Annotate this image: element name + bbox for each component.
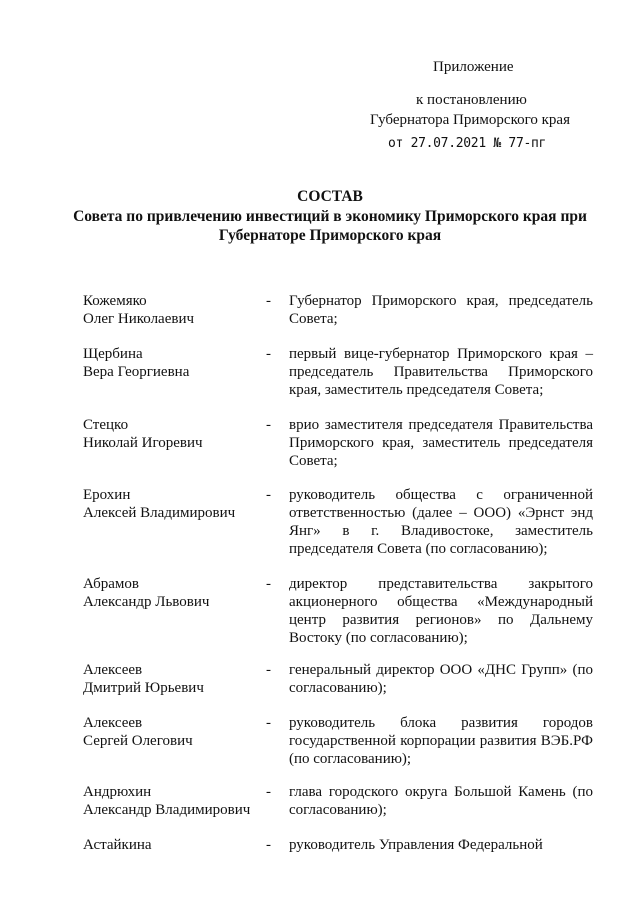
member-given-name: Сергей Олегович [83, 733, 193, 749]
member-role: Губернатор Приморского края, председатель Совета; [289, 293, 593, 327]
member-dash: - [266, 662, 271, 678]
member-surname: Андрюхин [83, 784, 152, 800]
member-surname: Астайкина [83, 837, 152, 853]
member-given-name: Николай Игоревич [83, 435, 203, 451]
member-role: первый вице-губернатор Приморского края – председатель Правительства Приморского края, заместитель председателя Совета; [289, 346, 593, 398]
member-dash: - [266, 346, 271, 362]
member-name [83, 575, 263, 611]
member-name [83, 836, 263, 854]
member-name [83, 783, 263, 819]
member-dash: - [266, 417, 271, 433]
member-role: руководитель блока развития городов государственной корпорации развития ВЭБ.РФ (по согласованию); [289, 715, 593, 767]
member-surname: Кожемяко [83, 293, 147, 309]
member-given-name: Алексей Владимирович [83, 505, 236, 521]
member-given-name: Александр Владимирович [83, 802, 251, 818]
member-dash: - [266, 293, 271, 309]
appendix-line-resolution: к постановлению [416, 92, 527, 108]
member-given-name: Александр Львович [83, 594, 210, 610]
member-dash: - [266, 784, 271, 800]
member-role: генеральный директор ООО «ДНС Групп» (по согласованию); [289, 662, 593, 696]
title-heading: СОСТАВ [297, 188, 363, 205]
member-dash: - [266, 837, 271, 853]
member-name [83, 714, 263, 750]
member-role: руководитель Управления Федеральной [289, 837, 543, 853]
member-dash: - [266, 576, 271, 592]
member-given-name: Олег Николаевич [83, 311, 195, 327]
member-role: врио заместителя председателя Правительства Приморского края, заместитель председателя Совета; [289, 417, 593, 469]
appendix-line-governor: Губернатора Приморского края [370, 112, 570, 128]
member-surname: Абрамов [83, 576, 139, 592]
member-surname: Щербина [83, 346, 143, 362]
appendix-line-date-number: от 27.07.2021 № 77-пг [388, 136, 547, 151]
member-surname: Стецко [83, 417, 129, 433]
appendix-label: Приложение [433, 59, 514, 75]
member-given-name: Вера Георгиевна [83, 364, 190, 380]
member-given-name: Дмитрий Юрьевич [83, 680, 204, 696]
title-subtitle: Совета по привлечению инвестиций в экономику Приморского края при Губернаторе Приморского края [73, 208, 587, 244]
member-name [83, 661, 263, 697]
member-name [83, 416, 263, 452]
member-surname: Алексеев [83, 662, 143, 678]
member-role: директор представительства закрытого акционерного общества «Международный центр развития регионов» по Дальнему Востоку (по согласованию); [289, 576, 593, 646]
member-dash: - [266, 715, 271, 731]
member-role: глава городского округа Большой Камень (по согласованию); [289, 784, 593, 818]
member-name [83, 292, 263, 328]
member-surname: Ерохин [83, 487, 131, 503]
member-role: руководитель общества с ограниченной ответственностью (далее – ООО) «Эрнст энд Янг» в г. Владивостоке, заместитель председателя Совета (по согласованию); [289, 487, 593, 557]
member-name [83, 345, 263, 381]
member-surname: Алексеев [83, 715, 143, 731]
member-name [83, 486, 263, 522]
member-dash: - [266, 487, 271, 503]
document-title [60, 187, 600, 245]
